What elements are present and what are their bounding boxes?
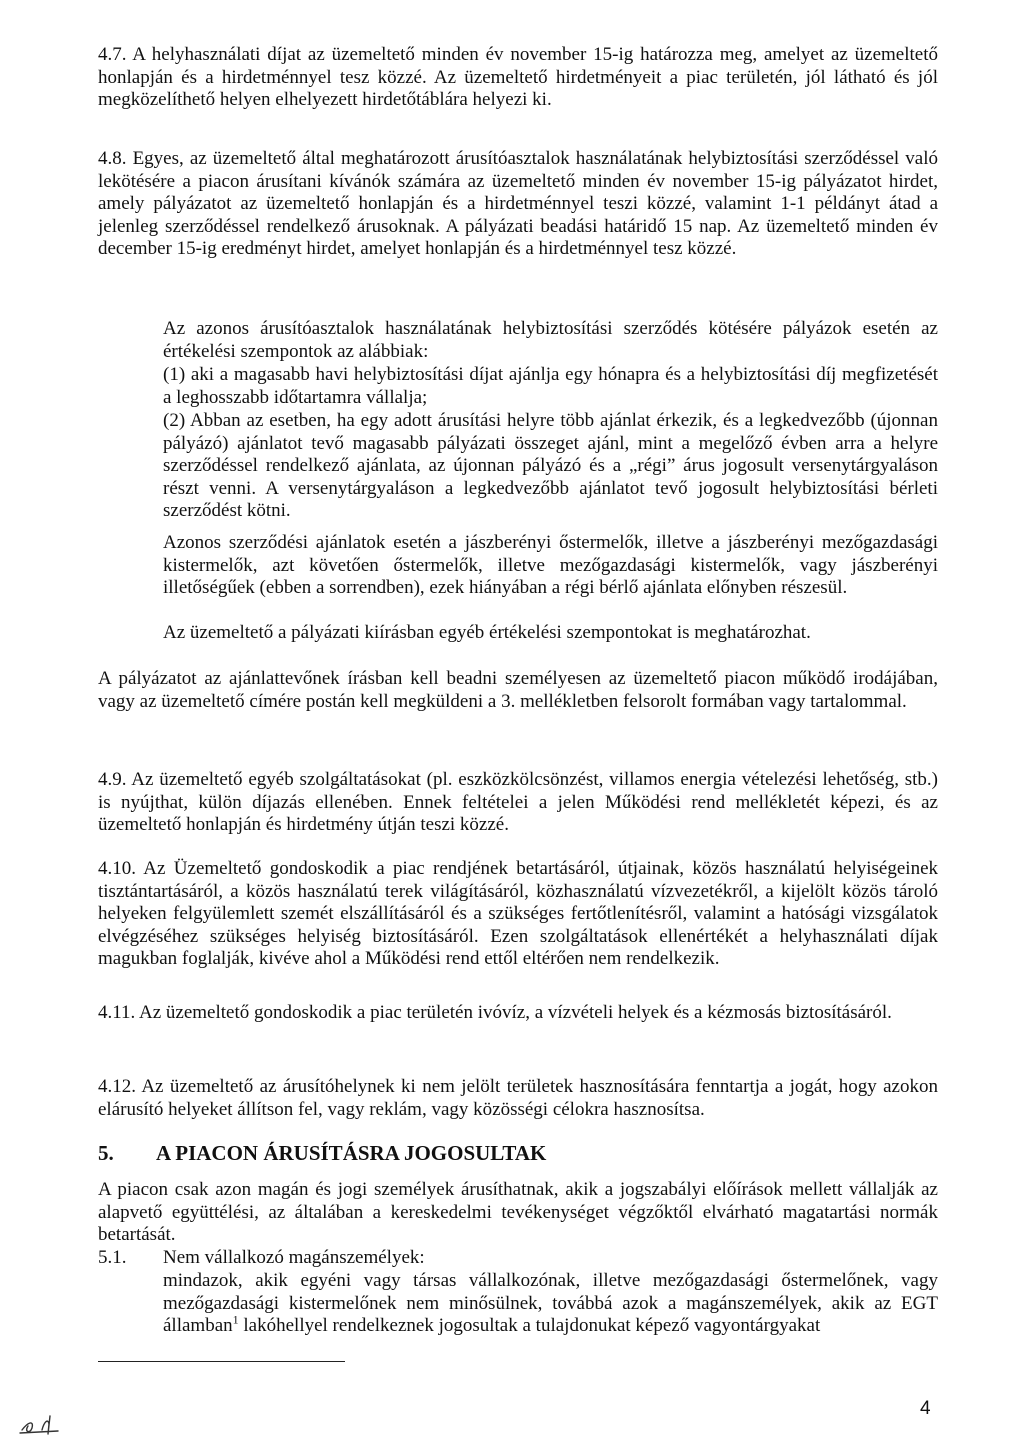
item-5-1-text-b: lakóhellyel rendelkeznek jogosultak a tulajdonukat képező vagyontárgyakat (238, 1315, 821, 1336)
paragraph-4-9: 4.9. Az üzemeltető egyéb szolgáltatásokat (pl. eszközkölcsönzést, villamos energia vételezési lehetőség, stb.) is nyújthat, külön díjazás ellenében. Ennek feltételei a jelen Működési rend mellékletét képezi, és az üzemeltető honlapján és hirdetmény útján teszi közzé. (98, 769, 938, 835)
footnote-mark: 1 (232, 1312, 239, 1327)
item-5-1-title: Nem vállalkozó magánszemélyek: (163, 1247, 425, 1268)
paragraph-4-8: 4.8. Egyes, az üzemeltető által meghatározott árusítóasztalok használatának helybiztosítási szerződéssel való lekötésére a piacon árusítani kívánók számára az üzemeltető minden év november 15-ig pályázatot hirdet, amely pályázatot az üzemeltető honlapján és a hirdetménnyel teszi közzé, valamint 1-1 példányt átad a jelenleg szerződéssel rendelkező árusoknak. A pályázati beadási határidő 15 nap. Az üzemeltető minden év december 15-ig eredményt hirdet, amelyet honlapján és a hirdetménnyel tesz közzé. (98, 148, 938, 259)
submission-paragraph: A pályázatot az ajánlattevőnek írásban kell beadni személyesen az üzemeltető piacon működő irodájában, vagy az üzemeltető címére postán kell megküldeni a 3. mellékletben felsorolt formában vagy tartalommal. (98, 668, 938, 712)
criterion-4: Az üzemeltető a pályázati kiírásban egyéb értékelési szempontokat is meghatározhat. (163, 622, 811, 643)
signature-initials-icon (18, 1412, 64, 1436)
page-number: 4 (920, 1398, 931, 1419)
paragraph-4-7: 4.7. A helyhasználati díjat az üzemeltető minden év november 15-ig határozza meg, amelyet az üzemeltető honlapján és a hirdetménnyel tesz közzé. Az üzemeltető hirdetményeit a piac területén, jól látható és jól megközelíthető helyen elhelyezett hirdetőtáblára helyezi ki. (98, 44, 938, 110)
criterion-3: Azonos szerződési ajánlatok esetén a jászberényi őstermelők, illetve a jászberényi mezőgazdasági kistermelők, azt követően őstermelők, illetve mezőgazdasági kistermelők, vagy jászberényi illetőségűek (ebben a sorrendben), ezek hiányában a régi bérlő ajánlata előnyben részesül. (163, 532, 938, 598)
section-5-heading (98, 1141, 546, 1165)
criteria-intro: Az azonos árusítóasztalok használatának helybiztosítási szerződés kötésére pályázok esetén az értékelési szempontok az alábbiak: (163, 318, 938, 362)
item-5-1-text (163, 1270, 938, 1338)
criterion-2: (2) Abban az esetben, ha egy adott árusítási helyre több ajánlat érkezik, és a legkedvezőbb (újonnan pályázó) ajánlatot tevő magasabb pályázati összeget ajánl, mint a megelőző évben arra a helyre szerződéssel rendelkező ajánlata, az újonnan pályázó és a „régi” árus jogosult versenytárgyaláson részt venni. A versenytárgyaláson a legkedvezőbb ajánlatot tevő jogosult helybiztosítási bérleti szerződést kötni. (163, 410, 938, 521)
paragraph-4-10: 4.10. Az Üzemeltető gondoskodik a piac rendjének betartásáról, útjainak, közös használatú helyiségeinek tisztántartásáról, a közös használatú terek világításáról, közhasználatú vízvezetékről, a kijelölt közös tároló helyeken felgyülemlett szemét elszállításáról és a szükséges fertőtlenítésről, valamint a hatósági vizsgálatok elvégzéséhez szükséges helyiség biztosításáról. Ezen szolgáltatások ellenértékét a helyhasználati díjak magukban foglalják, kivéve ahol a Működési rend ettől eltérően nem rendelkezik. (98, 858, 938, 969)
criterion-1: (1) aki a magasabb havi helybiztosítási díjat ajánlja egy hónapra és a helybiztosítási díj megfizetését a leghosszabb időtartamra vállalja; (163, 364, 938, 408)
item-5-1-text-a: mindazok, akik egyéni vagy társas vállalkozónak, illetve mezőgazdasági őstermelőnek, vagy mezőgazdasági kistermelőnek nem minősülnek, továbbá azok a magánszemélyek, akik az EGT államban (163, 1270, 938, 1336)
footnote-rule (98, 1361, 345, 1362)
paragraph-4-12: 4.12. Az üzemeltető az árusítóhelynek ki nem jelölt területek hasznosítására fenntartja a jogát, hogy azokon elárusító helyeket állítson fel, vagy reklám, vagy közösségi célokra hasznosítsa. (98, 1076, 938, 1120)
section-5-intro: A piacon csak azon magán és jogi személyek árusíthatnak, akik a jogszabályi előírások mellett vállalják az alapvető együttélési, az általában a kereskedelmi tevékenységet végzőktől elvárható magatartási normák betartását. (98, 1179, 938, 1245)
item-5-1-number: 5.1. (98, 1247, 127, 1268)
paragraph-4-11: 4.11. Az üzemeltető gondoskodik a piac területén ivóvíz, a vízvételi helyek és a kézmosás biztosításáról. (98, 1002, 892, 1023)
section-5-number: 5. (98, 1141, 114, 1165)
section-5-title: A PIACON ÁRUSÍTÁSRA JOGOSULTAK (156, 1141, 547, 1165)
